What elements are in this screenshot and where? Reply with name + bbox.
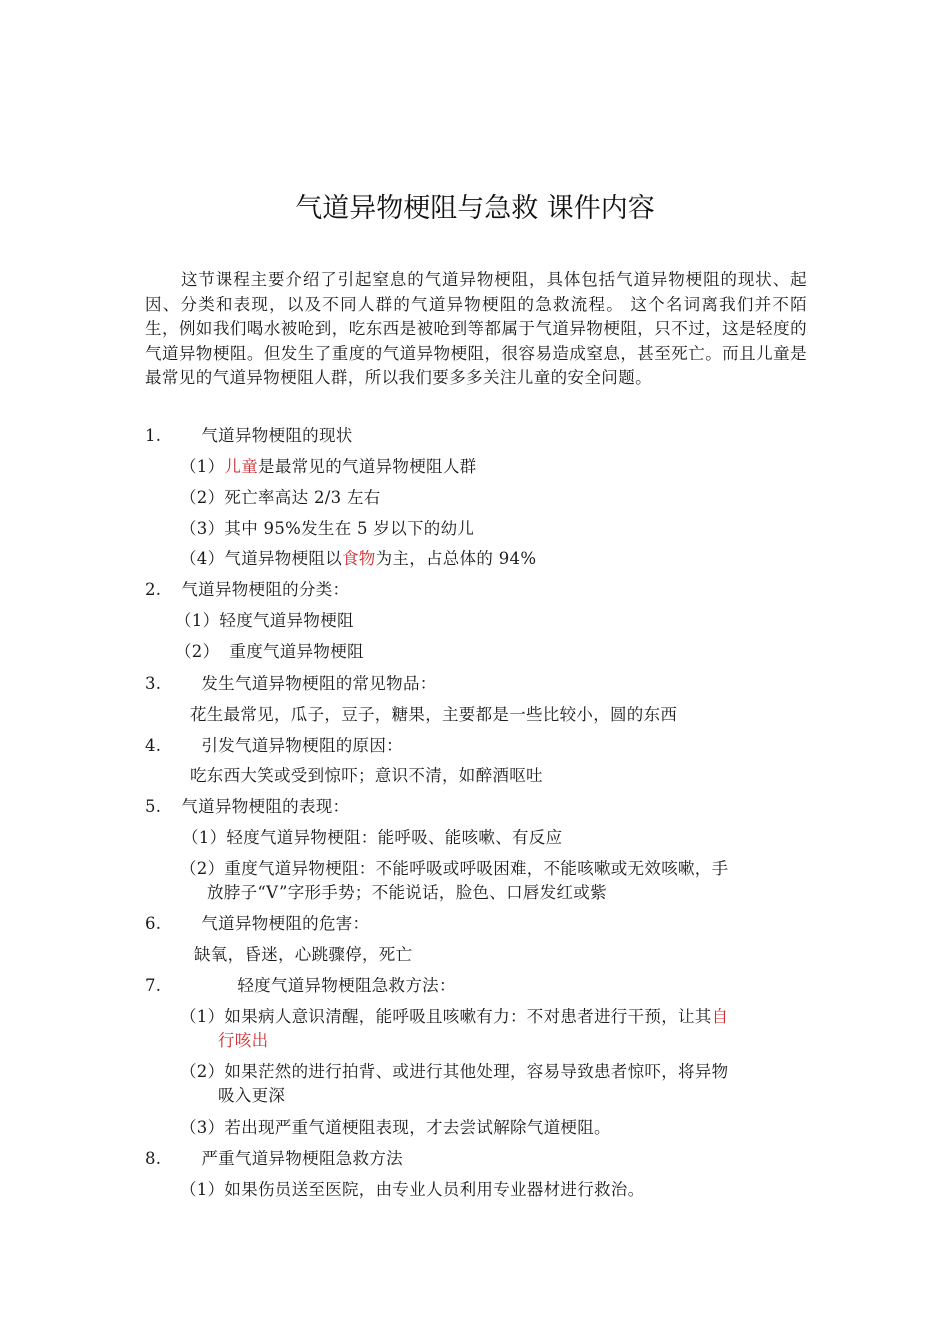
section-5-item-2-line-2: 放脖子“V”字形手势；不能说话，脸色、口唇发红或紫 xyxy=(207,883,607,902)
section-5-title: 气道异物梗阻的表现： xyxy=(181,797,350,816)
item-text: 是最常见的气道异物梗阻人群 xyxy=(258,457,477,476)
section-5-item-1: （1）轻度气道异物梗阻：能呼吸、能咳嗽、有反应 xyxy=(182,828,563,847)
intro-paragraph: 这节课程主要介绍了引起窒息的气道异物梗阻，具体包括气道异物梗阻的现状、起因、分类和表现，以及不同人群的气道异物梗阻的急救流程。 这个名词离我们并不陌生，例如我们喝水被呛到，吃东西是被呛到等都属于气道异物梗阻，只不过，这是轻度的气道异物梗阻。但发生了重度的气道异物梗阻，很容易造成窒息，甚至死亡。而且儿童是最常见的气道异物梗阻人群，所以我们要多多关注儿童的安全问题。 xyxy=(145,270,807,387)
highlight-children: 儿童 xyxy=(224,457,259,476)
highlight-food: 食物 xyxy=(342,549,376,568)
highlight-self: 自 xyxy=(711,1007,729,1026)
item-text: （1）如果病人意识清醒，能呼吸且咳嗽有力：不对患者进行干预，让其 xyxy=(180,1007,712,1026)
section-4-number: 4. xyxy=(145,736,162,755)
section-4-body: 吃东西大笑或受到惊吓；意识不清，如醉酒呕吐 xyxy=(190,766,543,785)
section-5-number: 5. xyxy=(145,797,162,816)
section-6-body: 缺氧，昏迷，心跳骤停，死亡 xyxy=(194,945,413,964)
section-1-heading xyxy=(145,424,353,448)
item-prefix: （2） xyxy=(175,642,220,661)
section-1-item-3: （3）其中 95%发生在 5 岁以下的幼儿 xyxy=(180,519,475,538)
section-3-body: 花生最常见，瓜子，豆子，糖果，主要都是一些比较小，圆的东西 xyxy=(190,705,678,724)
section-5-heading xyxy=(145,795,349,819)
section-6-number: 6. xyxy=(145,914,162,933)
section-7-item-3: （3）若出现严重气道梗阻表现，才去尝试解除气道梗阻。 xyxy=(180,1118,611,1137)
section-5-item-2-line-1: （2）重度气道异物梗阻：不能呼吸或呼吸困难，不能咳嗽或无效咳嗽，手 xyxy=(180,859,729,878)
section-1-item-1 xyxy=(180,455,476,479)
section-4-heading xyxy=(145,734,403,758)
section-3-title: 发生气道异物梗阻的常见物品： xyxy=(201,674,437,693)
section-8-number: 8. xyxy=(145,1149,162,1168)
section-2-item-1: （1）轻度气道异物梗阻 xyxy=(175,611,354,630)
section-3-number: 3. xyxy=(145,674,162,693)
item-text: 重度气道异物梗阻 xyxy=(229,642,364,661)
section-8-item-1: （1）如果伤员送至医院，由专业人员利用专业器材进行救治。 xyxy=(180,1180,645,1199)
section-7-item-1-line-2: 行咳出 xyxy=(218,1031,269,1050)
section-1-item-4 xyxy=(180,547,536,571)
section-8-title: 严重气道异物梗阻急救方法 xyxy=(201,1149,403,1168)
item-text: 为主，占总体的 94% xyxy=(375,549,537,568)
section-1-number: 1. xyxy=(145,426,162,445)
section-4-title: 引发气道异物梗阻的原因： xyxy=(201,736,403,755)
section-1-item-2: （2）死亡率高达 2/3 左右 xyxy=(180,488,381,507)
section-7-item-2-line-2: 吸入更深 xyxy=(218,1086,286,1105)
section-7-item-1-line-1 xyxy=(180,1005,728,1029)
section-3-heading xyxy=(145,672,437,696)
section-6-heading xyxy=(145,912,369,936)
section-2-item-2 xyxy=(175,640,364,664)
section-2-number: 2. xyxy=(145,580,162,599)
section-6-title: 气道异物梗阻的危害： xyxy=(201,914,370,933)
section-7-item-2-line-1: （2）如果茫然的进行拍背、或进行其他处理，容易导致患者惊吓，将异物 xyxy=(180,1062,729,1081)
item-prefix: （1） xyxy=(180,457,225,476)
page-title: 气道异物梗阻与急救 课件内容 xyxy=(295,193,655,224)
section-7-number: 7. xyxy=(145,976,162,995)
section-7-heading xyxy=(145,974,456,998)
section-8-heading xyxy=(145,1147,403,1171)
item-prefix: （4）气道异物梗阻以 xyxy=(180,549,342,568)
section-7-title: 轻度气道异物梗阻急救方法： xyxy=(237,976,456,995)
section-2-title: 气道异物梗阻的分类： xyxy=(181,580,350,599)
section-2-heading xyxy=(145,578,349,602)
section-1-title: 气道异物梗阻的现状 xyxy=(201,426,353,445)
